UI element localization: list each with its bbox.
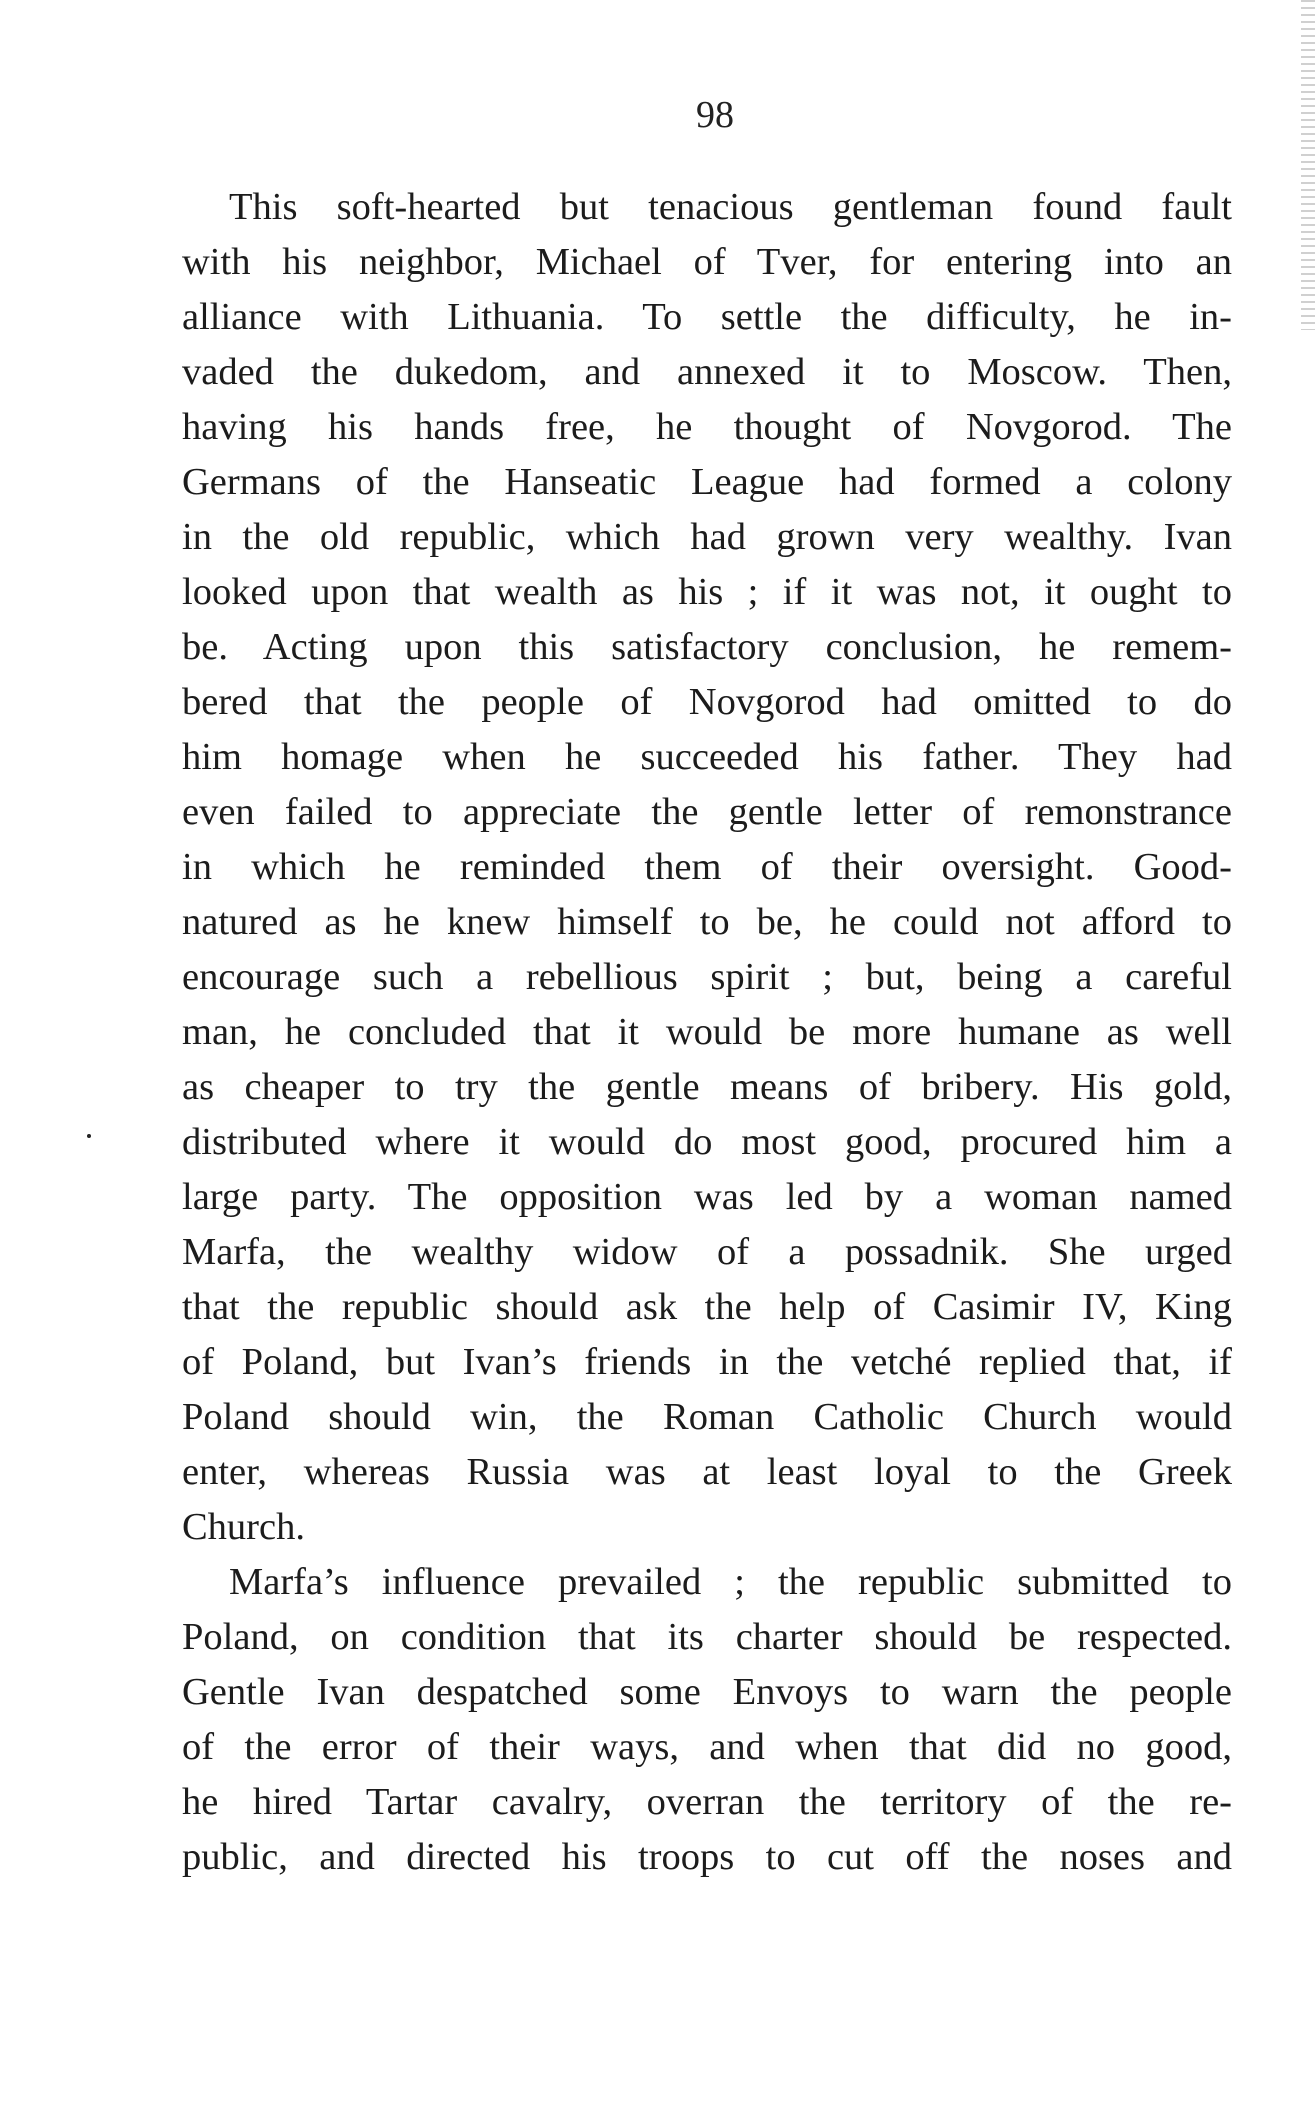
scan-edge-artifact bbox=[1301, 0, 1315, 330]
page-number: 98 bbox=[696, 94, 734, 136]
text-line: Marfa’s influence prevailed ; the republic submitted to bbox=[229, 1561, 1232, 1603]
text-line: as cheaper to try the gentle means of bribery. His gold, bbox=[182, 1066, 1232, 1108]
text-line: This soft-hearted but tenacious gentleman found fault bbox=[229, 186, 1232, 228]
text-line: having his hands free, he thought of Novgorod. The bbox=[182, 406, 1232, 448]
text-line: even failed to appreciate the gentle letter of remonstrance bbox=[182, 791, 1232, 833]
text-line: natured as he knew himself to be, he could not afford to bbox=[182, 901, 1232, 943]
text-line: vaded the dukedom, and annexed it to Moscow. Then, bbox=[182, 351, 1232, 393]
text-line: Church. bbox=[182, 1506, 305, 1548]
text-line: man, he concluded that it would be more humane as well bbox=[182, 1011, 1232, 1053]
text-line: enter, whereas Russia was at least loyal to the Greek bbox=[182, 1451, 1232, 1493]
text-line: looked upon that wealth as his ; if it was not, it ought to bbox=[182, 571, 1232, 613]
text-line: of Poland, but Ivan’s friends in the vetché replied that, if bbox=[182, 1341, 1232, 1383]
text-line: bered that the people of Novgorod had omitted to do bbox=[182, 681, 1232, 723]
text-line: of the error of their ways, and when that did no good, bbox=[182, 1726, 1232, 1768]
text-line: Marfa, the wealthy widow of a possadnik. She urged bbox=[182, 1231, 1232, 1273]
ink-speck bbox=[87, 1134, 91, 1138]
text-line: public, and directed his troops to cut off the noses and bbox=[182, 1836, 1232, 1878]
text-line: be. Acting upon this satisfactory conclusion, he remem- bbox=[182, 626, 1232, 668]
text-line: in which he reminded them of their oversight. Good- bbox=[182, 846, 1232, 888]
text-line: him homage when he succeeded his father. They had bbox=[182, 736, 1232, 778]
text-line: encourage such a rebellious spirit ; but, being a careful bbox=[182, 956, 1232, 998]
text-line: that the republic should ask the help of Casimir IV, King bbox=[182, 1286, 1232, 1328]
text-line: Gentle Ivan despatched some Envoys to warn the people bbox=[182, 1671, 1232, 1713]
body-text bbox=[182, 180, 1232, 1885]
text-line: distributed where it would do most good, procured him a bbox=[182, 1121, 1232, 1163]
text-line: Germans of the Hanseatic League had formed a colony bbox=[182, 461, 1232, 503]
text-line: large party. The opposition was led by a woman named bbox=[182, 1176, 1232, 1218]
text-line: Poland, on condition that its charter should be respected. bbox=[182, 1616, 1232, 1658]
text-line: alliance with Lithuania. To settle the difficulty, he in- bbox=[182, 296, 1232, 338]
text-line: in the old republic, which had grown very wealthy. Ivan bbox=[182, 516, 1232, 558]
text-line: with his neighbor, Michael of Tver, for entering into an bbox=[182, 241, 1232, 283]
text-line: he hired Tartar cavalry, overran the territory of the re- bbox=[182, 1781, 1232, 1823]
text-line: Poland should win, the Roman Catholic Church would bbox=[182, 1396, 1232, 1438]
